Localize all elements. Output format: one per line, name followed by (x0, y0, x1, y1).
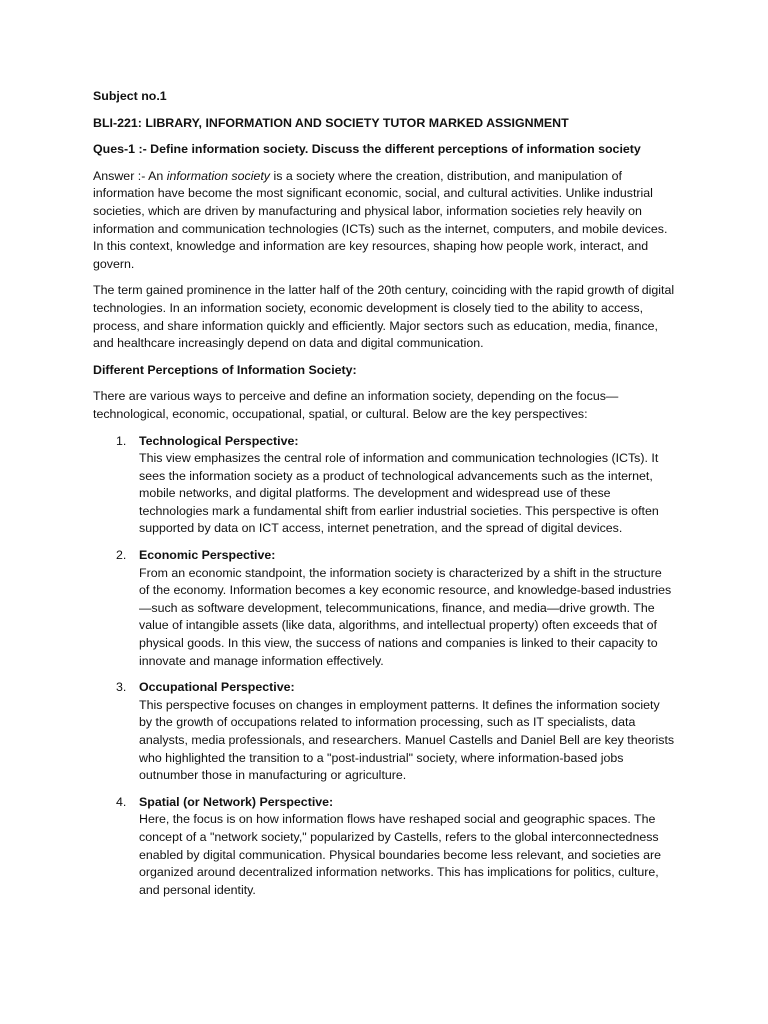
context-paragraph: The term gained prominence in the latter half of the 20th century, coinciding with the rapid growth of digital technologies. In an information society, economic development is closely tied to the ability to access, process, and share information quickly and efficiently. Major sectors such as education, media, finance, and healthcare increasingly depend on data and digital communication. (93, 283, 675, 351)
answer-term: information society (166, 168, 270, 183)
section-heading: Different Perceptions of Information Society: (93, 362, 357, 377)
section-intro: There are various ways to perceive and define an information society, depending on the focus—technological, economic, occupational, spatial, or cultural. Below are the key perspectives: (93, 389, 619, 421)
list-item-title: Spatial (or Network) Perspective: (139, 794, 334, 809)
answer-text: is a society where the creation, distribution, and manipulation of information have become the most significant economic, social, and cultural activities. Unlike industrial societies, which are driven by manufacturing and physical labor, information societies rely heavily on information and communication technologies (ICTs) such as the internet, computers, and mobile devices. In this context, knowledge and information are key resources, shaping how people work, interact, and govern. (93, 168, 668, 271)
list-number: 3. (116, 680, 127, 695)
list-item (93, 433, 675, 539)
list-number: 4. (116, 794, 127, 809)
list-item-body: This view emphasizes the central role of information and communication technologies (ICTs). It sees the information society as a product of technological advancements such as the internet, mobile networks, and digital platforms. The development and widespread use of these technologies mark a fundamental shift from earlier industrial societies. This perspective is often supported by data on ICT access, internet penetration, and the spread of digital devices. (139, 451, 659, 536)
list-item (93, 547, 675, 670)
answer-prefix: Answer :- An (93, 168, 167, 183)
question-heading: Ques-1 :- Define information society. Discuss the different perceptions of information society (93, 142, 641, 157)
list-item (93, 679, 675, 785)
subject-heading: Subject no.1 (93, 89, 167, 103)
course-title: BLI-221: LIBRARY, INFORMATION AND SOCIETY TUTOR MARKED ASSIGNMENT (93, 115, 569, 130)
list-number: 2. (116, 548, 127, 563)
perspectives-list (93, 433, 675, 900)
answer-paragraph (93, 168, 675, 274)
list-item (93, 794, 675, 900)
list-item-body: This perspective focuses on changes in employment patterns. It defines the information society by the growth of occupations related to information processing, such as IT specialists, data analysts, media professionals, and researchers. Manuel Castells and Daniel Bell are key theorists who highlighted the transition to a "post-industrial" society, where information-based jobs outnumber those in manufacturing or agriculture. (139, 697, 675, 783)
list-item-title: Technological Perspective: (139, 433, 299, 448)
list-item-body: From an economic standpoint, the information society is characterized by a shift in the structure of the economy. Information becomes a key economic resource, and knowledge-based industries—such as software development, telecommunications, finance, and media—drive growth. The value of intangible assets (like data, algorithms, and intellectual property) often exceeds that of physical goods. In this view, the success of nations and companies is linked to their capacity to innovate and manage information effectively. (139, 565, 672, 668)
list-number: 1. (116, 433, 127, 448)
list-item-body: Here, the focus is on how information flows have reshaped social and geographic spaces. The concept of a "network society," popularized by Castells, refers to the global interconnectedness enabled by digital communication. Physical boundaries become less relevant, and societies are organized around decentralized information networks. This has implications for politics, culture, and personal identity. (139, 812, 662, 897)
list-item-title: Occupational Perspective: (139, 680, 295, 695)
list-item-title: Economic Perspective: (139, 548, 276, 563)
